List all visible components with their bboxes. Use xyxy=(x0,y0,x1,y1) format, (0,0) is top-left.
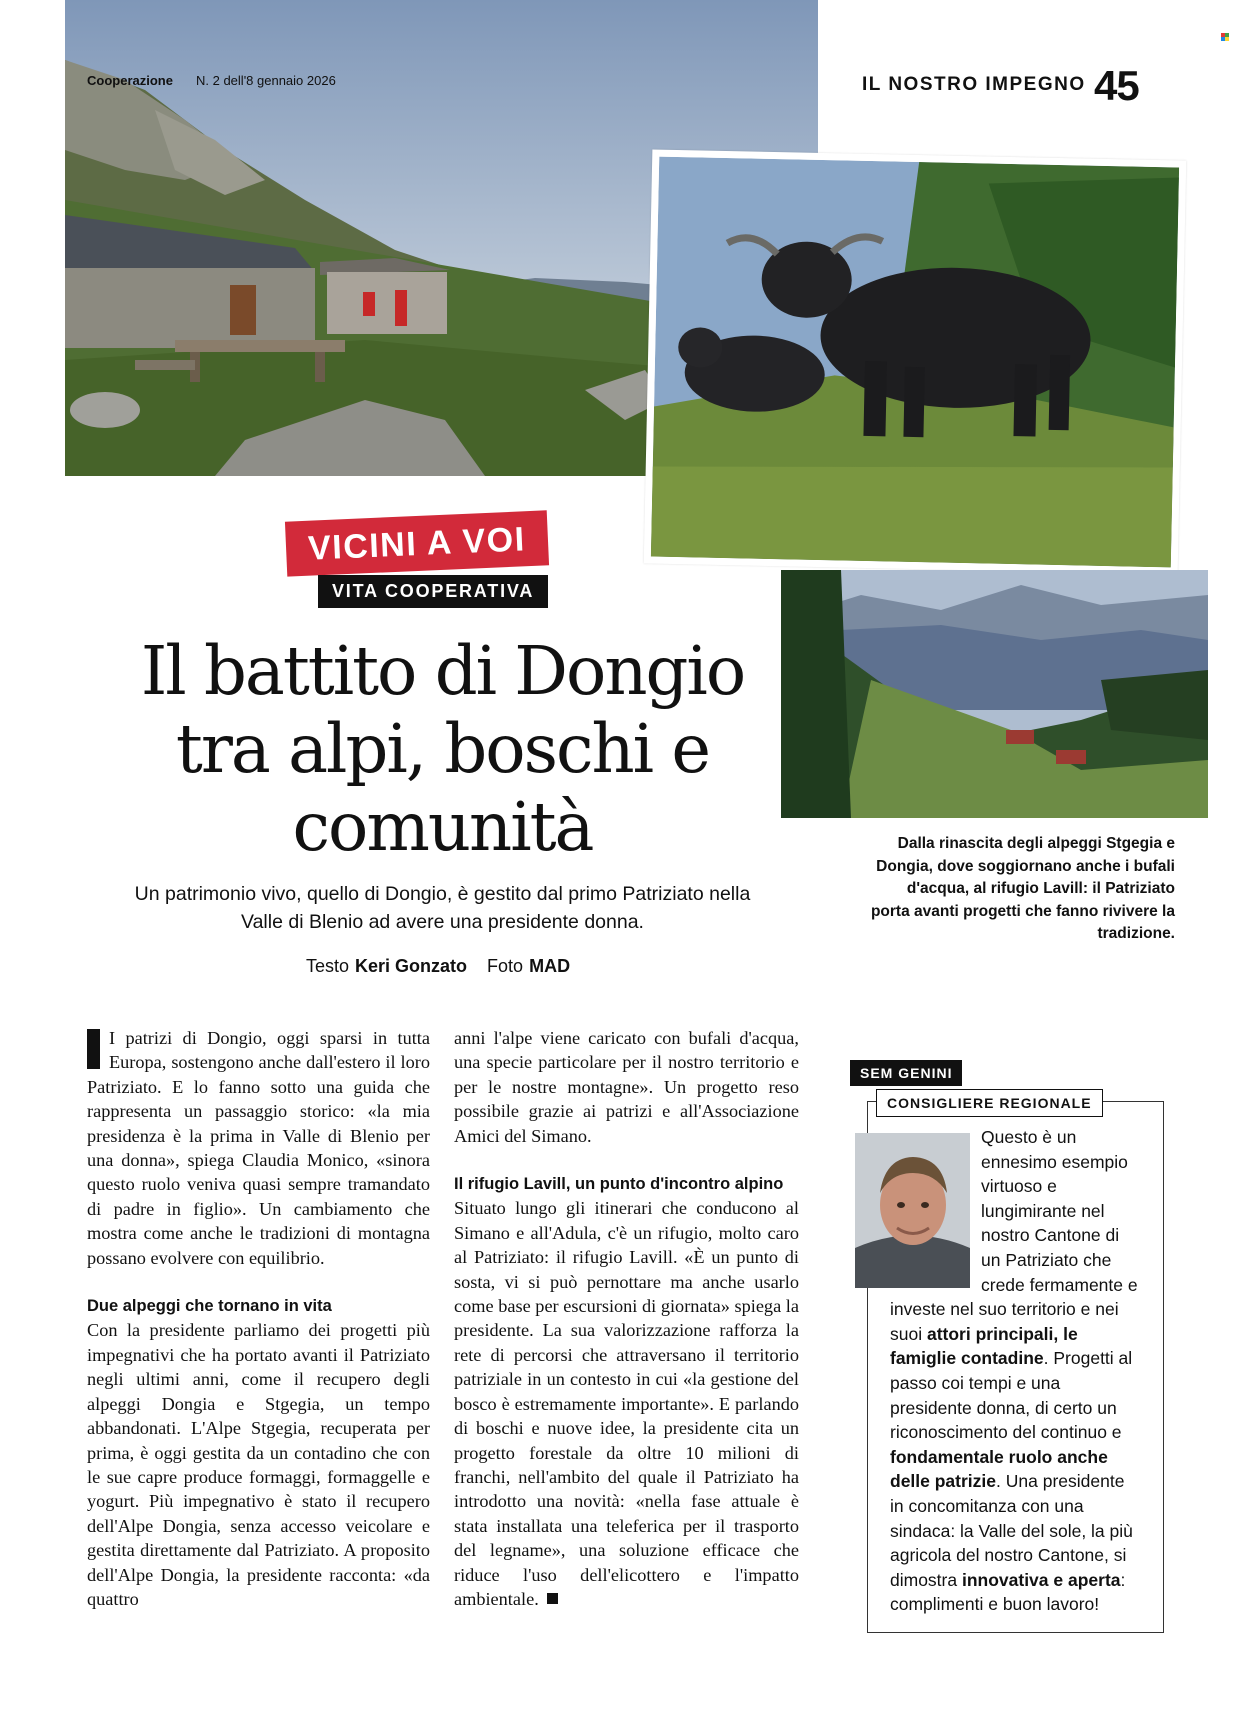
section-title: IL NOSTRO IMPEGNO xyxy=(862,74,1086,95)
kicker-label: VICINI A VOI xyxy=(285,510,549,576)
article-paragraph: Con la presidente parliamo dei progetti più impegnativi che ha portato avanti il Patriziato negli ultimi anni, come il recupero degli alpeggi Dongia e Stgegia, un tempo abbandonati. L'Alpe Stgegia, recuperata per prima, è oggi gestita da un contadino che con le sue capre produce formaggi, formaggelle e yogurt. Più impegnativo è stato il recupero dell'Alpe Dongia, senza accesso veicolare e gestita direttamente dal Patriziato. A proposito dell'Alpe Dongia, la presidente racconta: «da quattro xyxy=(87,1320,430,1609)
sidebar-quote: Questo è un ennesimo esempio virtuoso e lungimirante nel nostro Cantone di un Patriziato che crede fermamente e investe nel suo territorio e nei suoi attori principali, le famiglie contadine. Progetti al passo coi tempi e una presidente donna, di certo un riconoscimento del continuo e fondamentale ruolo anche delle patrizie. Una presidente in concomitanza con una sindaca: la Valle del sole, la più agricola del nostro Cantone, si dimostra innovativa e aperta: complimenti e buon lavoro! xyxy=(890,1127,1138,1615)
section-heading: Due alpeggi che tornano in vita xyxy=(87,1297,332,1316)
section-heading: Il rifugio Lavill, un punto d'incontro alpino xyxy=(454,1175,784,1194)
credit-text-label: Testo xyxy=(306,956,350,976)
article-paragraph: Situato lungo gli itinerari che conducono al Simano e all'Adula, c'è un rifugio, molto caro al Patriziato: il rifugio Lavill. «È un punto di sosta, vi si può pernottare ma anche usarlo come base per escursioni di giornata» spiega la presidente. La sua valorizzazione rafforza la rete di percorsi che attraversano il territorio patriziale in un contesto in cui «la gestione del bosco è estremamente importante». E parlando di boschi e nuove idee, la presidente cita un progetto forestale da oltre 10 milioni di franchi, nell'ambito del quale il Patriziato ha introdotto una novità: «nella fase attuale è stata installata una teleferica per il trasporto del legname», una soluzione efficace che riduce l'uso dell'elicottero e l'impatto ambientale. xyxy=(454,1198,799,1609)
color-mark-icon xyxy=(1221,33,1230,42)
photo-caption: Dalla rinascita degli alpeggi Stgegia e Dongia, dove soggiornano anche i bufali d'acqua, al rifugio Lavill: il Patriziato porta avanti progetti che fanno rivivere la tradizione. xyxy=(870,835,1175,942)
article-lead: Un patrimonio vivo, quello di Dongio, è gestito dal primo Patriziato nella Valle di Blenio ad avere una presidente donna. xyxy=(134,883,751,933)
title-line: Il battito di Dongio xyxy=(140,632,745,710)
credit-photo-label: Foto xyxy=(487,956,524,976)
title-line: tra alpi, boschi e xyxy=(175,710,710,788)
article-credits xyxy=(306,956,570,977)
photo-valley xyxy=(781,570,1208,818)
article-intro: I patrizi di Dongio, oggi sparsi in tutta Europa, sostengono anche dall'estero il loro Patriziato. E lo fanno sotto una guida che rappresenta un passaggio storico: «la mia presidenza è la prima in Valle di Blenio per una donna», spiega Claudia Monico, «sinora questo ruolo veniva quasi sempre tramandato di padre in figlio». Un cambiamento che mostra come anche le tradizioni di montagna possano evolvere con equilibrio. xyxy=(87,1028,430,1268)
credit-photo-author: MAD xyxy=(529,956,571,976)
sidebar-name: SEM GENINI xyxy=(850,1060,962,1086)
page-number: 45 xyxy=(1094,62,1139,109)
drop-cap xyxy=(87,1029,100,1069)
kicker-sublabel: VITA COOPERATIVA xyxy=(318,575,548,608)
title-line: comunità xyxy=(292,788,593,866)
sidebar-role: CONSIGLIERE REGIONALE xyxy=(876,1089,1103,1117)
end-mark-icon xyxy=(547,1593,558,1604)
issue-date: N. 2 dell'8 gennaio 2026 xyxy=(196,73,336,88)
publication-name: Cooperazione xyxy=(87,73,173,88)
article-column-1 xyxy=(87,1026,430,1611)
article-column-2 xyxy=(454,1026,799,1611)
photo-water-buffalo xyxy=(644,149,1187,574)
credit-text-author: Keri Gonzato xyxy=(355,956,468,976)
article-title xyxy=(110,632,775,866)
article-paragraph: anni l'alpe viene caricato con bufali d'acqua, una specie particolare per il nostro territorio e per le nostre montagne». Un progetto reso possibile grazie ai patrizi e all'Associazione Amici del Simano. xyxy=(454,1028,799,1146)
